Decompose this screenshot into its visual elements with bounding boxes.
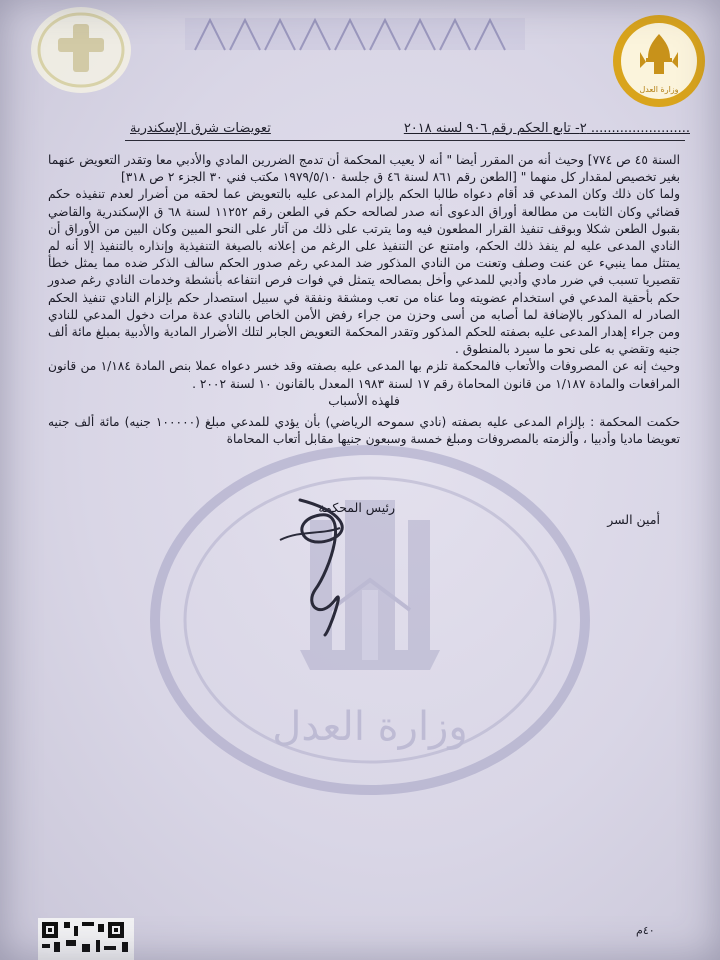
paragraph-precedent: السنة ٤٥ ص ٧٧٤] وحيث أنه من المقرر أيضا " أنه لا يعيب المحكمة أن تدمج الضررين المادي والأدبي معا وتقدر التعويض عنهما بغير تخصيص لمقدار كل منهما " [الطعن رقم ٨٦١ لسنة ٤٦ ق جلسة ١٩٧٩/٥/١٠ مكتب فني ٣٠ الجزء ٢ ص ٣١٨] (48, 153, 681, 185)
clerk-signature-label: أمين السر (607, 512, 660, 527)
paragraph-reasoning: ولما كان ذلك وكان المدعي قد أقام دعواه طالبا الحكم بإلزام المدعى عليه بالتعويض عما لحقه من أضرار لعدم تنفيذه حكم قضائي وكان الثابت من مطالعة أوراق الدعوى أنه صدر لصالحه حكم في الطعن رقم ١١٢٥٢ لسنة ٦٨ ق الإسكندرية والقاضي بقبول الطعن شكلا وبوقف تنفيذ القرار المطعون فيه وما يترتب على ذلك من آثار على النحو المبين وكان البين من الأوراق أن النادي المدعى عليه لم ينفذ ذلك الحكم، وامتنع عن التنفيذ على الرغم من إعلانه بالصيغة التنفيذية وإنذاره بالتنفيذ إلا أنه لم يمتثل مما ينبيء عن عنت وصلف وتعنت من النادي المذكور ضد المدعي رغم صدور الحكم سالف الذكر ضده مما يمثل خطأ تقصيريا تسبب في ضرر مادي وأدبي للمدعي وأخل بمصالحه يتمثل في فوات فرص انتفاعه بأنشطة وخدمات النادي رغم صدور حكم بأحقية المدعي في استخدام عضويته وما عناه من تعب ومشقة ونفقة في سبيل استصدار حكم بإلزام النادي تنفيذ الحكم الصادر له المذكور بالإضافة لما أصابه من أسى وحزن من جراء رفض الأمن الخاص بالنادي عدة مرات دخول المدعي للنادي ومن جراء إهدار المدعى عليه بصفته للحكم المذكور وتقدر المحكمة التعويض الجابر لتلك الأضرار المادية والأدبية بمبلغ مائة ألف جنيه وتقضي به على نحو ما سيرد بالمنطوق . (48, 187, 680, 357)
judgment-reference: ٢- تابع الحكم رقم ٩٠٦ لسنه ٢٠١٨ ........................ (403, 120, 690, 136)
left-emblem-seal (28, 4, 134, 96)
court-president-label: رئيس المحكمة (318, 500, 395, 515)
handwritten-signature (260, 480, 380, 640)
header-line (130, 117, 690, 139)
paragraph-costs: وحيث إنه عن المصروفات والأتعاب فالمحكمة تلزم بها المدعى عليه بصفته وقد خسر دعواه عملا بنص المادة ١/١٨٤ من قانون المرافعات والمادة ١/١٨٧ من قانون المحاماة رقم ١٧ لسنة ١٩٨٣ المعدل بالقانون ١٠ لسنة ٢٠٠٢ . (48, 359, 680, 391)
ministry-of-justice-seal (610, 12, 708, 110)
decorative-header-band (185, 10, 525, 58)
header-rule (125, 140, 685, 141)
page-number: ٤٠م (636, 924, 655, 937)
qr-code (38, 918, 134, 960)
verdict-paragraph: حكمت المحكمة : بإلزام المدعى عليه بصفته (نادي سموحه الرياضي) بأن يؤدي للمدعي مبلغ (١٠٠٠٠٠ جنيه) مائة ألف جنيه تعويضا ماديا وأدبيا ، وألزمته بالمصروفات ومبلغ خمسة وسبعون جنيها مقابل أتعاب المحاماة (48, 415, 681, 447)
watermark-text: وزارة العدل (272, 704, 468, 750)
seal-text: وزارة العدل (639, 85, 679, 94)
reasons-heading: فلهذه الأسباب (328, 393, 400, 408)
court-department: تعويضات شرق الإسكندرية (130, 120, 271, 136)
